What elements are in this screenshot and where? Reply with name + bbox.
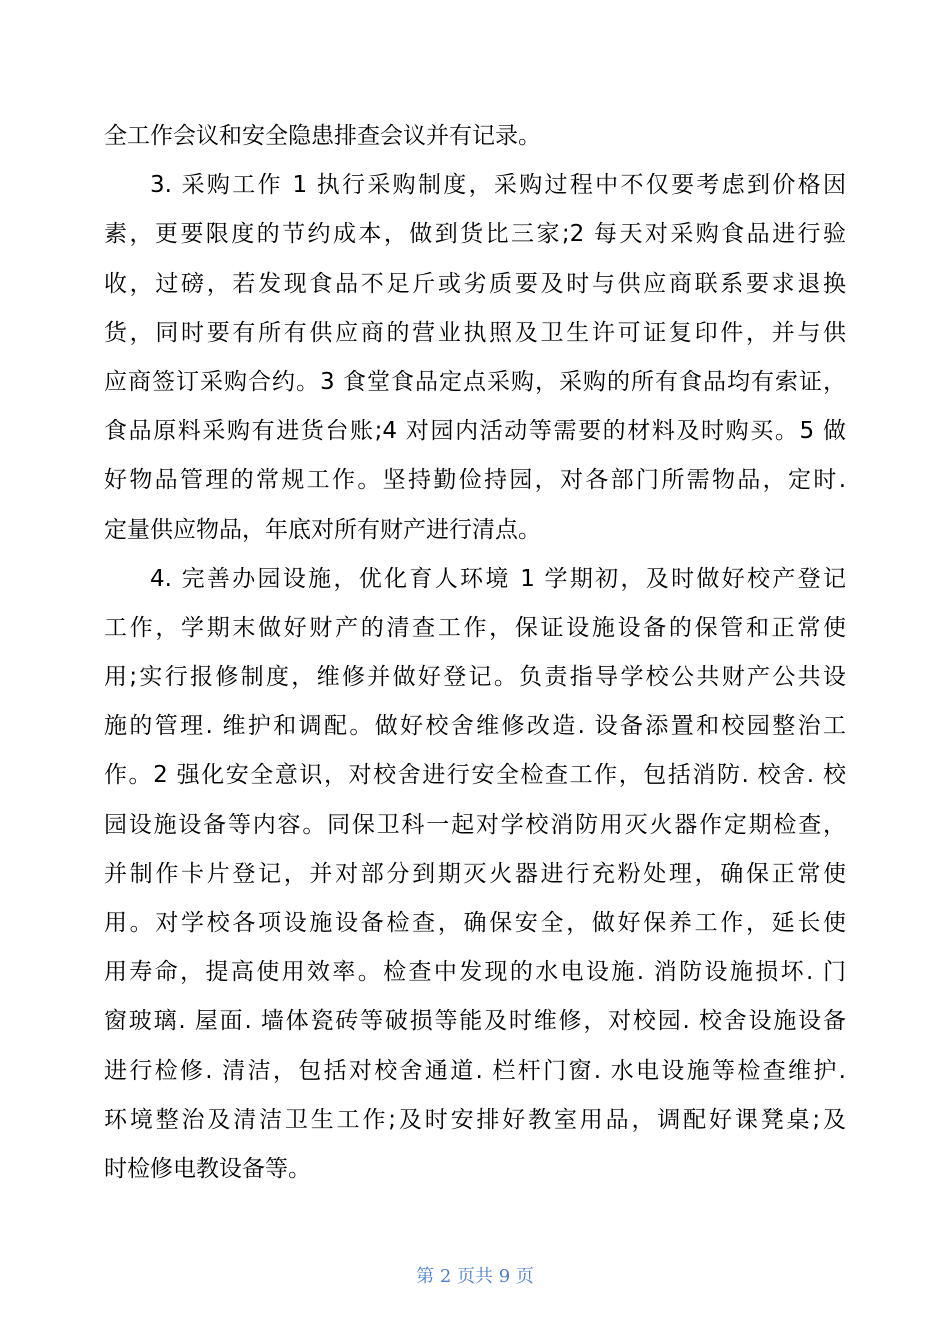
text-line: 素，更要限度的节约成本，做到货比三家;2 每天对采购食品进行验 bbox=[104, 221, 846, 248]
text-line: 全工作会议和安全隐患排查会议并有记录。 bbox=[104, 123, 541, 149]
text-line: 用寿命，提高使用效率。检查中发现的水电设施. 消防设施损坏. 门 bbox=[104, 959, 846, 986]
text-line: 用。对学校各项设施设备检查，确保安全，做好保养工作，延长使 bbox=[104, 910, 846, 936]
page-number-footer: 第 2 页共 9 页 bbox=[416, 1266, 534, 1287]
text-line: 食品原料采购有进货台账;4 对园内活动等需要的材料及时购买。5 做 bbox=[104, 418, 846, 445]
text-line: 时检修电教设备等。 bbox=[104, 1155, 311, 1182]
text-line: 环境整治及清洁卫生工作;及时安排好教室用品，调配好课凳桌;及 bbox=[104, 1106, 846, 1133]
text-line: 4. 完善办园设施，优化育人环境 1 学期初，及时做好校产登记 bbox=[150, 565, 846, 592]
text-line: 进行检修. 清洁，包括对校舍通道. 栏杆门窗. 水电设施等检查维护. bbox=[104, 1057, 846, 1084]
text-line: 园设施设备等内容。同保卫科一起对学校消防用灭火器作定期检查， bbox=[104, 811, 846, 838]
text-line: 好物品管理的常规工作。坚持勤俭持园，对各部门所需物品，定时. bbox=[104, 467, 846, 494]
document-body bbox=[104, 112, 846, 1194]
text-line: 窗玻璃. 屋面. 墙体瓷砖等破损等能及时维修，对校园. 校舍设施设备 bbox=[104, 1008, 846, 1035]
text-line: 3. 采购工作 1 执行采购制度，采购过程中不仅要考虑到价格因 bbox=[150, 172, 846, 199]
text-line: 货，同时要有所有供应商的营业执照及卫生许可证复印件，并与供 bbox=[104, 319, 846, 346]
text-line: 定量供应物品，年底对所有财产进行清点。 bbox=[104, 516, 541, 543]
text-line: 工作，学期末做好财产的清查工作，保证设施设备的保管和正常使 bbox=[104, 614, 846, 641]
text-line: 并制作卡片登记，并对部分到期灭火器进行充粉处理，确保正常使 bbox=[104, 860, 846, 887]
text-line: 作。2 强化安全意识，对校舍进行安全检查工作，包括消防. 校舍. 校 bbox=[104, 762, 846, 789]
text-line: 应商签订采购合约。3 食堂食品定点采购，采购的所有食品均有索证， bbox=[104, 368, 846, 395]
text-line: 用;实行报修制度，维修并做好登记。负责指导学校公共财产公共设 bbox=[104, 664, 846, 691]
text-line: 施的管理. 维护和调配。做好校舍维修改造. 设备添置和校园整治工 bbox=[104, 713, 846, 740]
text-line: 收，过磅，若发现食品不足斤或劣质要及时与供应商联系要求退换 bbox=[104, 270, 846, 297]
